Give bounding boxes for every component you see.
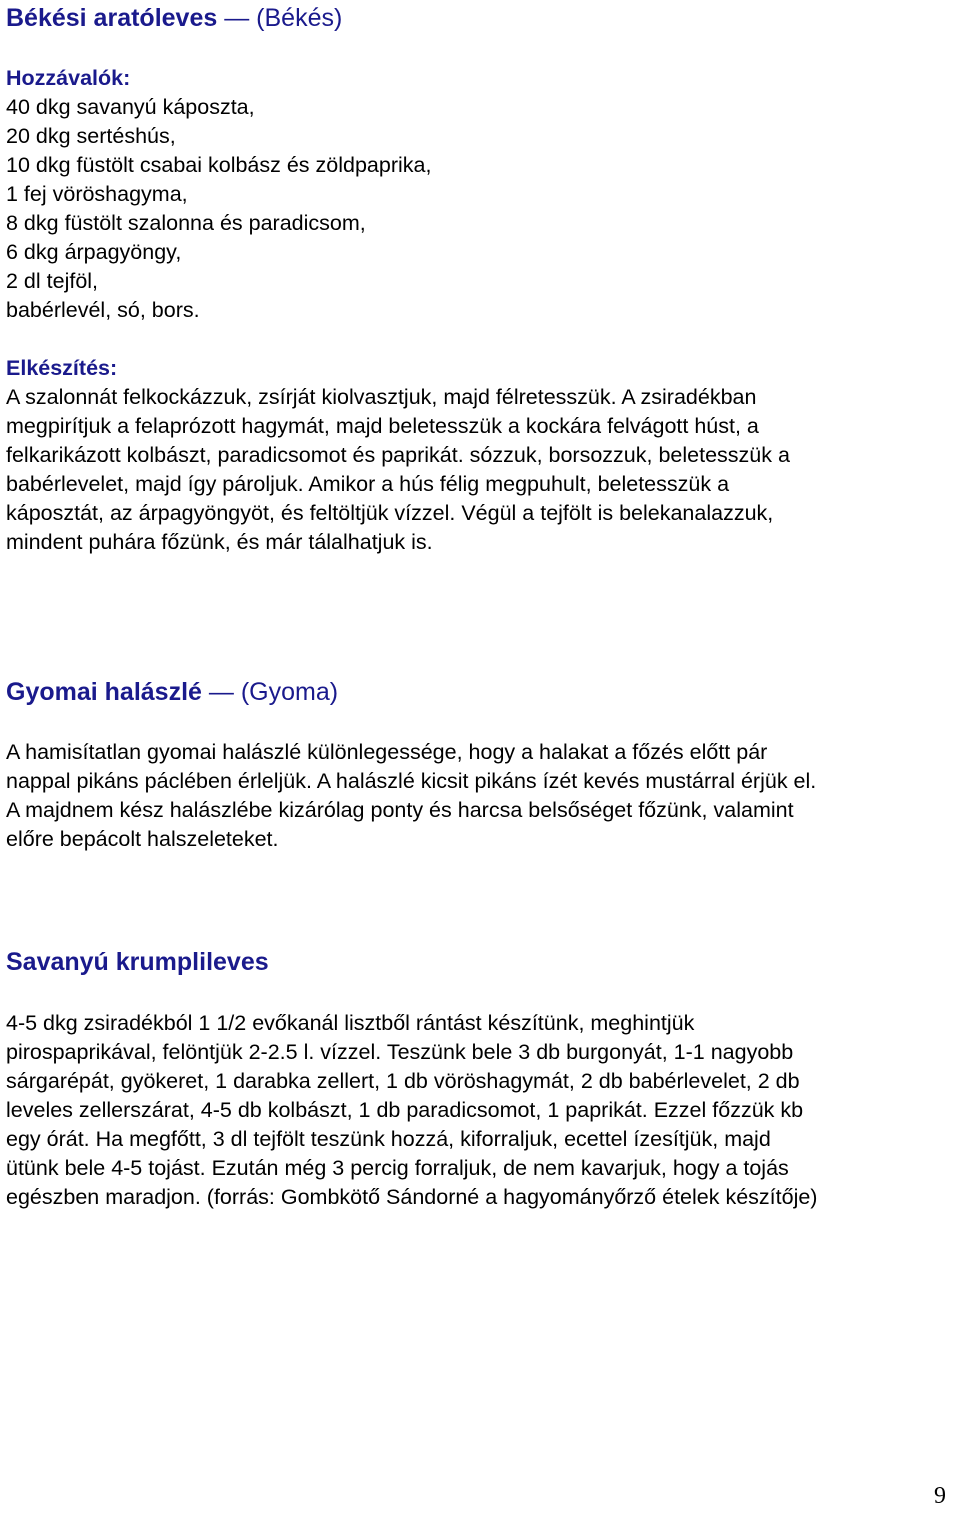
method-line: A szalonnát felkockázzuk, zsírját kiolvasztjuk, majd félretesszük. A zsiradékban (6, 385, 757, 409)
method-section (6, 354, 958, 557)
recipe-region: (Békés) (256, 4, 343, 32)
recipe-title-gyomai (6, 677, 338, 707)
text-line: A hamisítatlan gyomai halászlé különlegessége, hogy a halakat a főzés előtt pár (6, 740, 768, 764)
ingredient-item: babérlevél, só, bors. (6, 298, 200, 322)
text-line: pirospaprikával, felöntjük 2-2.5 l. vízzel. Teszünk bele 3 db burgonyát, 1-1 nagyobb (6, 1040, 794, 1064)
recipe-name: Savanyú krumplileves (6, 948, 269, 976)
text-line: ütünk bele 4-5 tojást. Ezután még 3 percig forraljuk, de nem kavarjuk, hogy a tojás (6, 1156, 789, 1180)
method-label: Elkészítés: (6, 356, 118, 380)
recipe-title-bekesi (6, 3, 342, 33)
method-line: megpirítjuk a felaprózott hagymát, majd beletesszük a kockára felvágott húst, a (6, 414, 759, 438)
ingredients-section (6, 64, 958, 325)
ingredient-item: 10 dkg füstölt csabai kolbász és zöldpaprika, (6, 153, 432, 177)
recipe-text-savanyu (6, 1009, 958, 1212)
text-line: leveles zellerszárat, 4-5 db kolbászt, 1 db paradicsomot, 1 paprikát. Ezzel főzzük kb (6, 1098, 804, 1122)
ingredient-item: 40 dkg savanyú káposzta, (6, 95, 255, 119)
ingredient-item: 1 fej vöröshagyma, (6, 182, 188, 206)
text-line: nappal pikáns páclében érleljük. A halászlé kicsit pikáns ízét kevés mustárral érjük el. (6, 769, 817, 793)
recipe-name: Békési aratóleves (6, 4, 218, 32)
method-line: felkarikázott kolbászt, paradicsomot és paprikát. sózzuk, borsozzuk, beletesszük a (6, 443, 790, 467)
ingredients-label: Hozzávalók: (6, 66, 131, 90)
method-line: babérlevelet, majd így pároljuk. Amikor a hús félig megpuhult, beletesszük a (6, 472, 730, 496)
text-line: egy órát. Ha megfőtt, 3 dl tejfölt teszünk hozzá, kiforraljuk, ecettel ízesítjük, majd (6, 1127, 771, 1151)
ingredient-item: 2 dl tejföl, (6, 269, 99, 293)
recipe-region: (Gyoma) (240, 678, 339, 706)
method-line: mindent puhára főzünk, és már tálalhatjuk is. (6, 530, 433, 554)
ingredient-item: 8 dkg füstölt szalonna és paradicsom, (6, 211, 366, 235)
ingredient-item: 6 dkg árpagyöngy, (6, 240, 182, 264)
text-line: A majdnem kész halászlébe kizárólag ponty és harcsa belsőséget főzünk, valamint (6, 798, 794, 822)
title-dash: — (208, 678, 234, 706)
text-line: előre bepácolt halszeleteket. (6, 827, 279, 851)
recipe-name: Gyomai halászlé (6, 678, 202, 706)
text-line: sárgarépát, gyökeret, 1 darabka zellert, 1 db vöröshagymát, 2 db babérlevelet, 2 db (6, 1069, 800, 1093)
recipe-title-savanyu (6, 947, 269, 977)
text-line: 4-5 dkg zsiradékból 1 1/2 evőkanál lisztből rántást készítünk, meghintjük (6, 1011, 695, 1035)
recipe-text-gyomai (6, 738, 958, 854)
text-line: egészben maradjon. (forrás: Gombkötő Sándorné a hagyományőrző ételek készítője) (6, 1185, 818, 1209)
page-number: 9 (934, 1483, 946, 1509)
title-dash: — (224, 4, 250, 32)
method-line: káposztát, az árpagyöngyöt, és feltöltjük vízzel. Végül a tejfölt is belekanalazzuk, (6, 501, 774, 525)
ingredient-item: 20 dkg sertéshús, (6, 124, 176, 148)
